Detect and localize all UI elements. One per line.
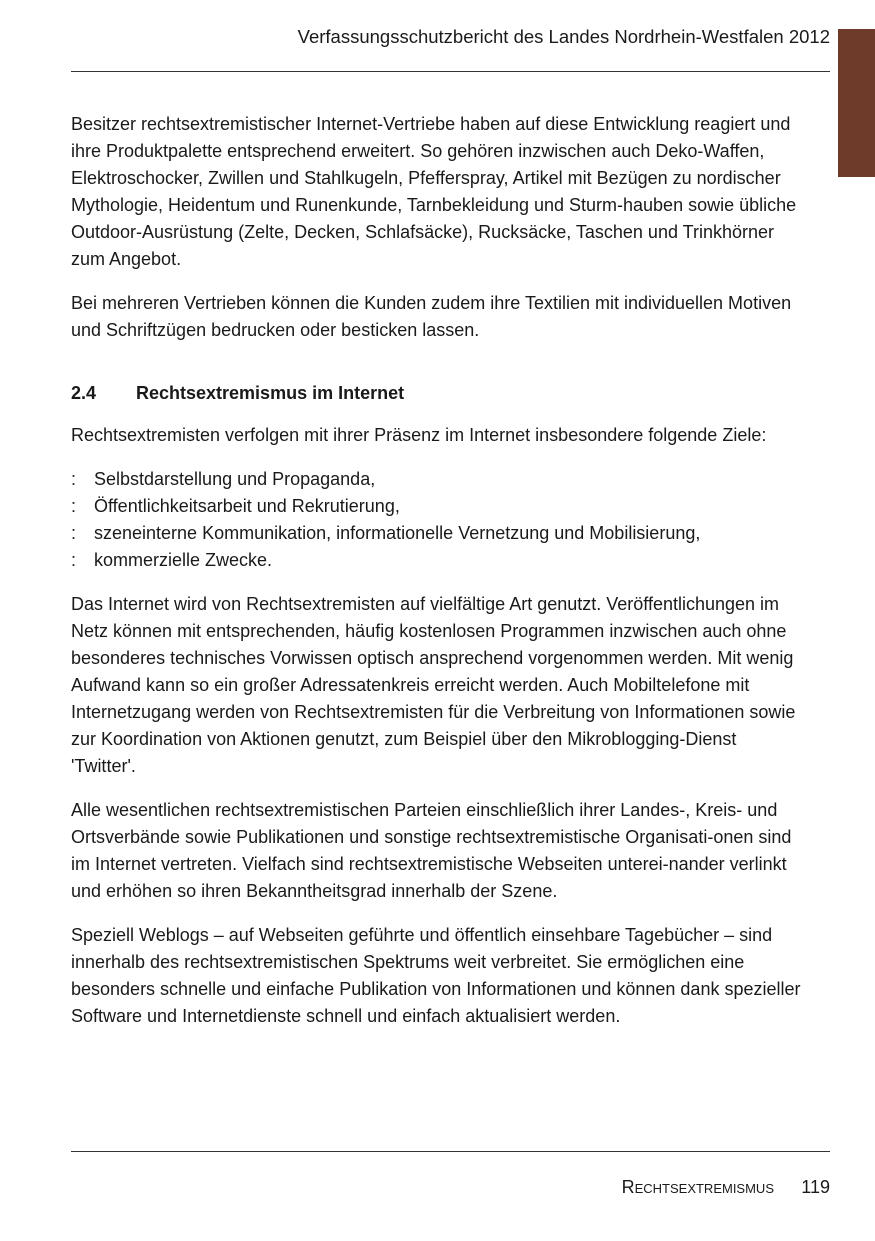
list-item-text: Öffentlichkeitsarbeit und Rekrutierung, [94,496,400,516]
paragraph-parties-online: Alle wesentlichen rechtsextremistischen Parteien einschließlich ihrer Landes-, Kreis- und Ortsverbände sowie Publikationen und sonstige rechtsextremistische Organisati-onen sind im Internet vertreten. Vielfach sind rechtsextremistische Webseiten unterei-nander verlinkt und erhöhen so ihren Bekanntheitsgrad innerhalb der Szene. [71,800,792,901]
list-item [71,520,801,547]
section-number: 2.4 [71,383,97,403]
paragraph-products: Besitzer rechtsextremistischer Internet-Vertriebe haben auf diese Entwicklung reagiert und ihre Produktpalette entsprechend erweitert. So gehören inzwischen auch Deko-Waffen, Elektroschocker, Zwillen und Stahlkugeln, Pfefferspray, Artikel mit Bezügen zu nordischer Mythologie, Heidentum und Runenkunde, Tarnbekleidung und Sturm-hauben sowie übliche Outdoor-Ausrüstung (Zelte, Decken, Schlafsäcke), Rucksäcke, Taschen und Trinkhörner zum Angebot. [71,114,797,269]
running-header-title: Verfassungsschutzbericht des Landes Nordrhein-Westfalen 2012 [297,26,830,47]
list-marker: : [71,469,77,489]
list-item [71,493,801,520]
paragraph-internet-usage: Das Internet wird von Rechtsextremisten auf vielfältige Art genutzt. Veröffentlichungen im Netz können mit entsprechenden, häufig kostenlosen Programmen inzwischen auch ohne besonderes technisches Vorwissen optisch ansprechend vorgenommen werden. Mit wenig Aufwand kann so ein großer Adressatenkreis erreicht werden. Auch Mobiltelefone mit Internetzugang werden von Rechtsextremisten für die Verbreitung von Informationen sowie zur Koordination von Aktionen genutzt, zum Beispiel über den Mikroblogging-Dienst 'Twitter'. [71,594,796,776]
list-marker: : [71,550,77,570]
goals-list [71,466,801,574]
paragraph-weblogs: Speziell Weblogs – auf Webseiten geführte und öffentlich einsehbare Tagebücher – sind innerhalb des rechtsextremistischen Spektrums weit verbreitet. Sie ermöglichen eine besonders schnelle und einfache Publikation von Informationen und können dank spezieller Software und Internetdienste schnell und einfach aktualisiert werden. [71,925,801,1026]
list-item-text: kommerzielle Zwecke. [94,550,273,570]
paragraph-textiles: Bei mehreren Vertrieben können die Kunden zudem ihre Textilien mit individuellen Motiven und Schriftzügen bedrucken oder besticken lassen. [71,293,792,340]
page-number: 119 [801,1177,830,1197]
chapter-side-tab [838,29,875,177]
page-body [71,111,801,1047]
list-marker: : [71,496,77,516]
list-item [71,547,801,574]
header-rule [71,71,830,72]
list-item-text: Selbstdarstellung und Propaganda, [94,469,376,489]
section-heading [71,380,801,407]
list-item [71,466,801,493]
section-title: Rechtsextremismus im Internet [136,383,405,403]
footer-rule [71,1151,830,1152]
list-item-text: szeneinterne Kommunikation, informationelle Vernetzung und Mobilisierung, [94,523,701,543]
footer-section-name: Rechtsextremismus [621,1177,774,1197]
paragraph-goals-intro: Rechtsextremisten verfolgen mit ihrer Präsenz im Internet insbesondere folgende Ziele: [71,425,767,445]
list-marker: : [71,523,77,543]
